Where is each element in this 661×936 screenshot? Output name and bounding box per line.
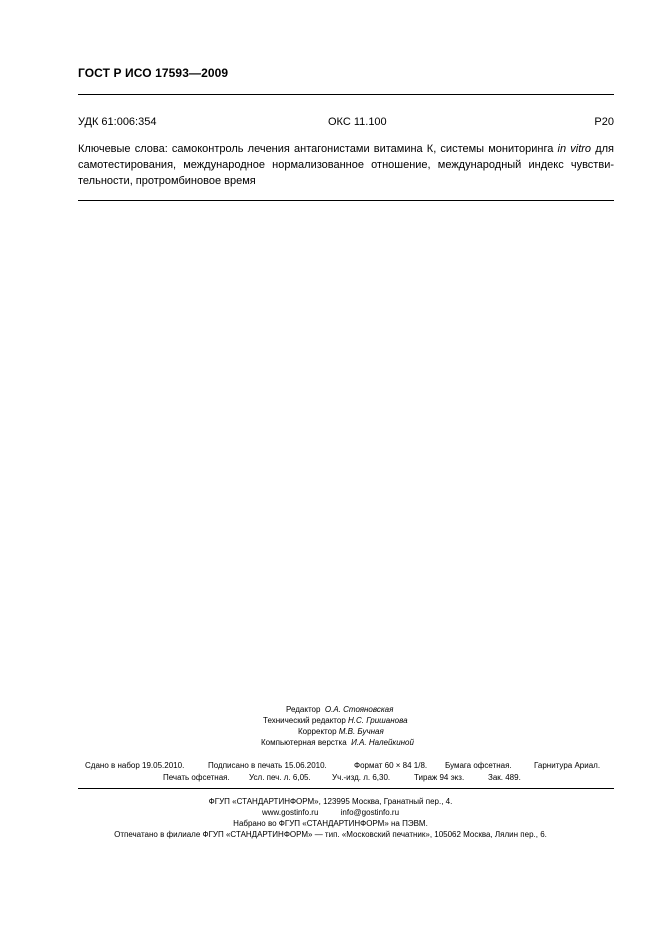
keywords-text-end: для	[595, 143, 614, 155]
imprint-format-fraction: 1/8	[413, 761, 425, 770]
layout-name: И.А. Налейкиной	[351, 738, 414, 747]
keywords-divider	[78, 200, 614, 201]
imprint-divider	[78, 788, 614, 789]
group-code: Р20	[594, 116, 614, 128]
imprint-print-sheets: Усл. печ. л. 6,05.	[249, 773, 311, 782]
layout-label: Компьютерная верстка	[261, 738, 347, 747]
layout-credit	[261, 737, 414, 749]
corrector-label: Корректор	[298, 727, 337, 736]
corrector-name: М.В. Бучная	[338, 727, 384, 736]
imprint-paper: Бумага офсетная.	[445, 761, 512, 770]
imprint-format-end: .	[424, 761, 428, 770]
top-divider	[78, 94, 614, 95]
oks-code: ОКС 11.100	[328, 116, 387, 128]
keywords-line-3: тельности, протромбиновое время	[78, 175, 256, 187]
imprint-typeface: Гарнитура Ариал.	[534, 761, 601, 770]
keywords-line-2: самотестирования, международное нормализованное отношение, международный индекс чувстви-	[78, 159, 614, 171]
document-title: ГОСТ Р ИСО 17593—2009	[78, 66, 229, 80]
publisher-website: www.gostinfo.ru	[261, 808, 319, 817]
publisher-printed-note: Отпечатано в филиале ФГУП «СТАНДАРТИНФОРМ» — тип. «Московский печатник», 105062 Москва, Лялин пер., 6.	[114, 830, 547, 839]
editor-label: Редактор	[286, 705, 321, 714]
imprint-format-text: Формат 60 × 84	[354, 761, 412, 770]
imprint-typeset-date: Сдано в набор 19.05.2010.	[85, 761, 185, 770]
imprint-circulation: Тираж 94 экз.	[414, 773, 465, 782]
keywords-text: Ключевые слова: самоконтроль лечения антагонистами витамина К, системы мониторинга	[78, 143, 554, 155]
imprint-print-type: Печать офсетная.	[163, 773, 230, 782]
tech-editor-name: Н.С. Гришанова	[348, 716, 408, 725]
editor-name: О.А. Стояновская	[324, 705, 394, 714]
keywords-italic-term: in vitro	[557, 143, 592, 155]
publisher-block	[0, 796, 661, 846]
tech-editor-label: Технический редактор	[263, 716, 346, 725]
imprint-format	[354, 760, 427, 772]
udc-code: УДК 61:006:354	[78, 116, 157, 128]
imprint-order: Зак. 489.	[488, 773, 521, 782]
publisher-address: ФГУП «СТАНДАРТИНФОРМ», 123995 Москва, Гранатный пер., 4.	[208, 797, 453, 806]
keywords-block	[78, 141, 614, 189]
publisher-email: info@gostinfo.ru	[340, 808, 400, 817]
imprint-signed-date: Подписано в печать 15.06.2010.	[208, 761, 327, 770]
keywords-line-1	[78, 141, 614, 157]
imprint-block	[78, 760, 614, 790]
imprint-publ-sheets: Уч.-изд. л. 6,30.	[332, 773, 391, 782]
publisher-typeset-note: Набрано во ФГУП «СТАНДАРТИНФОРМ» на ПЭВМ.	[233, 819, 428, 828]
